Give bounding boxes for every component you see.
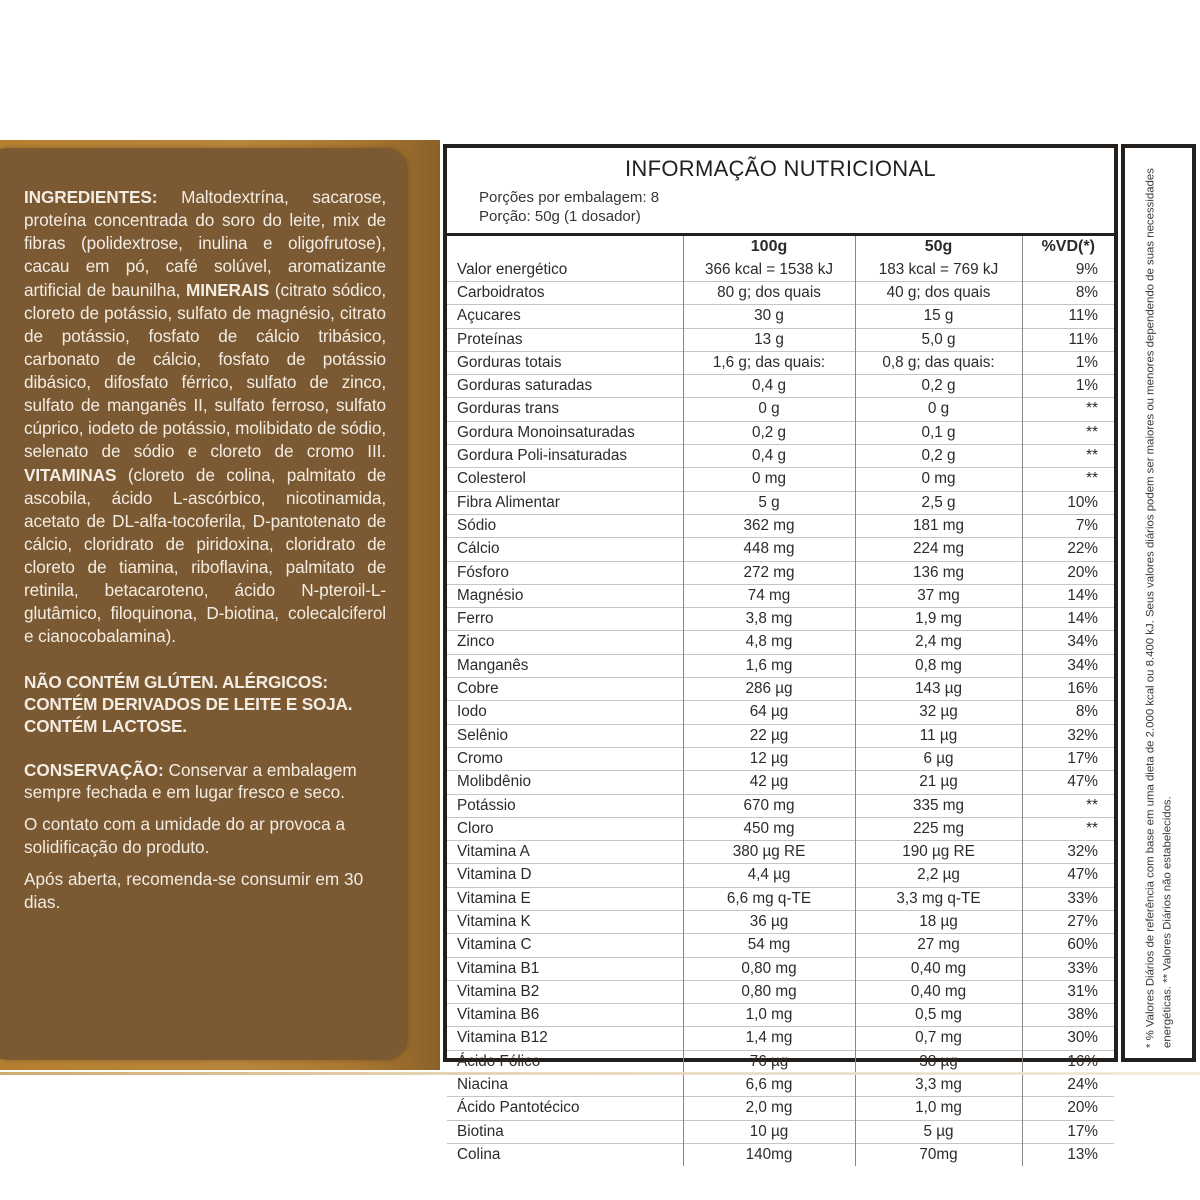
nutrient-name: Proteínas xyxy=(447,328,683,351)
nutrient-name: Magnésio xyxy=(447,584,683,607)
value-per-50g: 0,7 mg xyxy=(855,1027,1022,1050)
serving-size: Porção: 50g (1 dosador) xyxy=(479,208,641,226)
nutrient-name: Manganês xyxy=(447,654,683,677)
value-per-100g: 10 µg xyxy=(683,1120,855,1143)
table-row xyxy=(447,445,1114,468)
value-per-50g: 15 g xyxy=(855,305,1022,328)
value-daily-percent: ** xyxy=(1022,817,1114,840)
nutrient-name: Iodo xyxy=(447,701,683,724)
nutrient-name: Gorduras trans xyxy=(447,398,683,421)
value-daily-percent: 16% xyxy=(1022,1050,1114,1073)
value-per-50g: 6 µg xyxy=(855,747,1022,770)
ingredients-heading: INGREDIENTES: xyxy=(24,187,158,207)
spacer xyxy=(24,737,386,759)
nutrient-name: Niacina xyxy=(447,1074,683,1097)
value-daily-percent: 8% xyxy=(1022,281,1114,304)
value-per-100g: 380 µg RE xyxy=(683,841,855,864)
nutrient-name: Gorduras saturadas xyxy=(447,375,683,398)
minerals-heading: MINERAIS xyxy=(185,279,270,300)
daily-values-footnote: * % Valores Diários de referência com base em uma dieta de 2.000 kcal ou 8.400 kJ. Seus valores diários podem ser maiores ou menores dependendo de suas necessidades energéticas. ** Valores Diários não estabelecidos. xyxy=(1143,168,1173,1048)
value-per-50g: 2,5 g xyxy=(855,491,1022,514)
nutrient-name: Biotina xyxy=(447,1120,683,1143)
table-row xyxy=(447,1074,1114,1097)
value-per-100g: 1,6 g; das quais: xyxy=(683,351,855,374)
value-per-100g: 670 mg xyxy=(683,794,855,817)
value-per-50g: 3,3 mg q-TE xyxy=(855,887,1022,910)
nutrient-name: Cobre xyxy=(447,678,683,701)
value-daily-percent: 1% xyxy=(1022,351,1114,374)
table-row xyxy=(447,794,1114,817)
value-daily-percent: 11% xyxy=(1022,328,1114,351)
nutrition-title: INFORMAÇÃO NUTRICIONAL xyxy=(625,156,936,181)
value-per-100g: 6,6 mg q-TE xyxy=(683,887,855,910)
value-per-100g: 450 mg xyxy=(683,817,855,840)
nutrient-name: Colina xyxy=(447,1143,683,1166)
nutrient-name: Sódio xyxy=(447,514,683,537)
value-per-100g: 0,4 g xyxy=(683,375,855,398)
value-daily-percent: 32% xyxy=(1022,841,1114,864)
value-per-50g: 0,5 mg xyxy=(855,1004,1022,1027)
value-per-100g: 22 µg xyxy=(683,724,855,747)
value-per-50g: 5 µg xyxy=(855,1120,1022,1143)
value-per-100g: 4,8 mg xyxy=(683,631,855,654)
value-per-50g: 0,40 mg xyxy=(855,957,1022,980)
allergen-notice xyxy=(24,671,386,737)
table-row xyxy=(447,724,1114,747)
value-per-50g: 3,3 mg xyxy=(855,1074,1022,1097)
table-row xyxy=(447,910,1114,933)
value-per-100g: 5 g xyxy=(683,491,855,514)
value-daily-percent: 10% xyxy=(1022,491,1114,514)
value-per-100g: 36 µg xyxy=(683,910,855,933)
value-daily-percent: 34% xyxy=(1022,631,1114,654)
value-per-50g: 0,8 mg xyxy=(855,654,1022,677)
allergen-line-1: NÃO CONTÉM GLÚTEN. ALÉRGICOS: xyxy=(24,671,328,692)
table-row xyxy=(447,957,1114,980)
table-row xyxy=(447,980,1114,1003)
table-row xyxy=(447,514,1114,537)
value-per-100g: 362 mg xyxy=(683,514,855,537)
nutrient-name: Cálcio xyxy=(447,538,683,561)
value-per-100g: 0,2 g xyxy=(683,421,855,444)
nutrient-name: Colesterol xyxy=(447,468,683,491)
value-per-50g: 11 µg xyxy=(855,724,1022,747)
table-header-row xyxy=(447,236,1114,258)
nutrition-table-head xyxy=(447,236,1114,258)
nutrient-name: Potássio xyxy=(447,794,683,817)
value-per-100g: 1,0 mg xyxy=(683,1004,855,1027)
value-per-100g: 0,80 mg xyxy=(683,957,855,980)
value-daily-percent: 8% xyxy=(1022,701,1114,724)
col-header-100g: 100g xyxy=(683,236,855,258)
value-per-100g: 0 mg xyxy=(683,468,855,491)
value-daily-percent: 11% xyxy=(1022,305,1114,328)
value-daily-percent: 9% xyxy=(1022,259,1114,282)
allergen-line-3: CONTÉM LACTOSE. xyxy=(24,715,187,736)
table-row xyxy=(447,421,1114,444)
value-per-100g: 272 mg xyxy=(683,561,855,584)
ingredients-panel xyxy=(0,148,406,1060)
nutrient-name: Ferro xyxy=(447,608,683,631)
value-per-50g: 0 mg xyxy=(855,468,1022,491)
nutrition-table xyxy=(447,236,1114,1166)
value-daily-percent: 30% xyxy=(1022,1027,1114,1050)
value-per-100g: 12 µg xyxy=(683,747,855,770)
value-per-50g: 18 µg xyxy=(855,910,1022,933)
value-per-100g: 2,0 mg xyxy=(683,1097,855,1120)
value-per-100g: 0,80 mg xyxy=(683,980,855,1003)
value-daily-percent: 17% xyxy=(1022,1120,1114,1143)
nutrition-label xyxy=(0,140,1200,1163)
table-row xyxy=(447,887,1114,910)
nutrient-name: Carboidratos xyxy=(447,281,683,304)
value-per-100g: 80 g; dos quais xyxy=(683,281,855,304)
nutrient-name: Vitamina A xyxy=(447,841,683,864)
table-row xyxy=(447,771,1114,794)
nutrient-name: Selênio xyxy=(447,724,683,747)
spacer xyxy=(24,649,386,671)
value-per-50g: 225 mg xyxy=(855,817,1022,840)
nutrient-name: Vitamina D xyxy=(447,864,683,887)
nutrient-name: Vitamina B12 xyxy=(447,1027,683,1050)
footnote-column xyxy=(1121,144,1196,1062)
value-daily-percent: 22% xyxy=(1022,538,1114,561)
table-row xyxy=(447,1120,1114,1143)
table-row xyxy=(447,608,1114,631)
value-per-50g: 5,0 g xyxy=(855,328,1022,351)
value-per-100g: 54 mg xyxy=(683,934,855,957)
nutrient-name: Ácido Fólico xyxy=(447,1050,683,1073)
nutrient-name: Gordura Poli-insaturadas xyxy=(447,445,683,468)
table-row xyxy=(447,1004,1114,1027)
table-row xyxy=(447,584,1114,607)
table-row xyxy=(447,678,1114,701)
value-per-50g: 0,8 g; das quais: xyxy=(855,351,1022,374)
col-header-nutrient xyxy=(447,236,683,258)
nutrient-name: Vitamina C xyxy=(447,934,683,957)
value-per-50g: 1,9 mg xyxy=(855,608,1022,631)
value-per-50g: 0,2 g xyxy=(855,375,1022,398)
table-row xyxy=(447,631,1114,654)
table-row xyxy=(447,1143,1114,1166)
value-daily-percent: 47% xyxy=(1022,864,1114,887)
value-per-100g: 64 µg xyxy=(683,701,855,724)
value-daily-percent: 13% xyxy=(1022,1143,1114,1166)
ingredients-panel-background xyxy=(0,140,440,1070)
table-row xyxy=(447,259,1114,282)
value-per-50g: 0,1 g xyxy=(855,421,1022,444)
nutrient-name: Valor energético xyxy=(457,260,568,278)
value-per-100g: 4,4 µg xyxy=(683,864,855,887)
value-per-100g: 6,6 mg xyxy=(683,1074,855,1097)
value-daily-percent: 14% xyxy=(1022,584,1114,607)
ingredients-body-1: Maltodextrína, sacarose, proteína concentrada do soro do leite, mix de fibras (polidextrose, inulina e oligofrutose), cacau em pó, café solúvel, aromatizante artificial de baunilha, xyxy=(24,187,386,300)
value-daily-percent: ** xyxy=(1022,421,1114,444)
nutrient-name: Vitamina B2 xyxy=(447,980,683,1003)
table-row xyxy=(447,281,1114,304)
nutrient-name: Fósforo xyxy=(447,561,683,584)
value-per-100g: 0,4 g xyxy=(683,445,855,468)
value-daily-percent: ** xyxy=(1022,468,1114,491)
value-daily-percent: 1% xyxy=(1022,375,1114,398)
value-daily-percent: 47% xyxy=(1022,771,1114,794)
value-per-100g: 42 µg xyxy=(683,771,855,794)
table-row xyxy=(447,934,1114,957)
ingredients-body-3: (cloreto de colina, palmitato de ascobila, ácido L-ascórbico, nicotinamida, acetato de DL-alfa-tocoferila, D-pantotenato de cálcio, cloridrato de piridoxina, cloridrato de cloreto de tiamina, riboflavina, palmitato de retinila, betacaroteno, ácido N-pteroil-L-glutâmico, filoquinona, D-biotina, colecalciferol e cianocobalamina). xyxy=(24,464,386,647)
value-per-100g: 366 kcal = 1538 kJ xyxy=(683,259,855,282)
nutrient-name: Cromo xyxy=(447,747,683,770)
table-row xyxy=(447,351,1114,374)
value-per-50g: 1,0 mg xyxy=(855,1097,1022,1120)
value-per-50g: 27 mg xyxy=(855,934,1022,957)
table-row xyxy=(447,864,1114,887)
value-per-100g: 0 g xyxy=(683,398,855,421)
value-per-100g: 1,4 mg xyxy=(683,1027,855,1050)
value-daily-percent: 7% xyxy=(1022,514,1114,537)
col-header-50g: 50g xyxy=(855,236,1022,258)
value-daily-percent: 60% xyxy=(1022,934,1114,957)
table-row xyxy=(447,538,1114,561)
table-row xyxy=(447,747,1114,770)
value-per-50g: 181 mg xyxy=(855,514,1022,537)
value-daily-percent: 31% xyxy=(1022,980,1114,1003)
value-daily-percent: 27% xyxy=(1022,910,1114,933)
table-row xyxy=(447,1097,1114,1120)
value-daily-percent: 20% xyxy=(1022,561,1114,584)
value-per-50g: 136 mg xyxy=(855,561,1022,584)
table-row xyxy=(447,561,1114,584)
table-row xyxy=(447,1050,1114,1073)
value-per-100g: 286 µg xyxy=(683,678,855,701)
value-daily-percent: ** xyxy=(1022,445,1114,468)
servings-per-package: Porções por embalagem: 8 xyxy=(479,189,660,206)
table-row xyxy=(447,817,1114,840)
conservation-line-3: Após aberta, recomenda-se consumir em 30 dias. xyxy=(24,869,364,912)
value-per-50g: 335 mg xyxy=(855,794,1022,817)
value-per-50g: 37 mg xyxy=(855,584,1022,607)
table-row xyxy=(447,305,1114,328)
value-daily-percent: 20% xyxy=(1022,1097,1114,1120)
value-daily-percent: ** xyxy=(1022,794,1114,817)
value-per-50g: 2,4 mg xyxy=(855,631,1022,654)
value-per-50g: 0,40 mg xyxy=(855,980,1022,1003)
table-row xyxy=(447,654,1114,677)
nutrient-name: Vitamina B1 xyxy=(447,957,683,980)
value-per-50g: 38 µg xyxy=(855,1050,1022,1073)
value-per-100g: 74 mg xyxy=(683,584,855,607)
nutrient-name: Fibra Alimentar xyxy=(447,491,683,514)
value-per-50g: 32 µg xyxy=(855,701,1022,724)
nutrition-table-body xyxy=(447,259,1114,1167)
value-per-100g: 30 g xyxy=(683,305,855,328)
nutrient-name: Molibdênio xyxy=(447,771,683,794)
table-row xyxy=(447,468,1114,491)
value-per-50g: 0 g xyxy=(855,398,1022,421)
table-row xyxy=(447,328,1114,351)
value-daily-percent: 14% xyxy=(1022,608,1114,631)
table-row xyxy=(447,1027,1114,1050)
nutrition-table-header xyxy=(447,148,1114,236)
value-daily-percent: 16% xyxy=(1022,678,1114,701)
value-per-50g: 0,2 g xyxy=(855,445,1022,468)
value-per-50g: 183 kcal = 769 kJ xyxy=(855,259,1022,282)
nutrition-table-panel xyxy=(443,144,1118,1163)
value-daily-percent: ** xyxy=(1022,398,1114,421)
nutrient-name: Açucares xyxy=(447,305,683,328)
nutrient-name: Vitamina K xyxy=(447,910,683,933)
allergen-line-2: CONTÉM DERIVADOS DE LEITE E SOJA. xyxy=(24,693,353,714)
conservation-heading: CONSERVAÇÃO: xyxy=(24,759,164,780)
conservation-line-1 xyxy=(24,759,386,805)
conservation-text-1: Conservar a embalagem sempre fechada e em lugar fresco e seco. xyxy=(24,759,357,803)
value-daily-percent: 33% xyxy=(1022,887,1114,910)
value-per-50g: 2,2 µg xyxy=(855,864,1022,887)
ingredients-body-2: (citrato sódico, cloreto de potássio, sulfato de magnésio, citrato de potássio, fosfato de cálcio tribásico, carbonato de cálcio, fosfato de potássio dibásico, difosfato férrico, sulfato de zinco, sulfato de manganês II, sulfato ferroso, sulfato cúprico, iodeto de potássio, molibidato de sódio, selenato de sódio e cloreto de cromo III. xyxy=(24,279,386,462)
value-daily-percent: 34% xyxy=(1022,654,1114,677)
value-per-100g: 76 µg xyxy=(683,1050,855,1073)
table-row xyxy=(447,841,1114,864)
value-daily-percent: 24% xyxy=(1022,1074,1114,1097)
table-row xyxy=(447,398,1114,421)
value-per-50g: 190 µg RE xyxy=(855,841,1022,864)
conservation-block xyxy=(24,759,386,914)
table-row xyxy=(447,375,1114,398)
col-header-vd: %VD(*) xyxy=(1022,236,1114,258)
bottom-divider xyxy=(0,1072,1200,1075)
value-daily-percent: 17% xyxy=(1022,747,1114,770)
value-daily-percent: 32% xyxy=(1022,724,1114,747)
value-per-100g: 3,8 mg xyxy=(683,608,855,631)
ingredients-paragraph xyxy=(24,186,386,649)
ingredients-content xyxy=(24,186,386,923)
value-per-50g: 143 µg xyxy=(855,678,1022,701)
nutrient-name: Gorduras totais xyxy=(447,351,683,374)
value-daily-percent: 38% xyxy=(1022,1004,1114,1027)
nutrient-name: Zinco xyxy=(447,631,683,654)
value-per-100g: 140mg xyxy=(683,1143,855,1166)
value-per-100g: 1,6 mg xyxy=(683,654,855,677)
value-per-50g: 40 g; dos quais xyxy=(855,281,1022,304)
nutrient-name: Vitamina E xyxy=(447,887,683,910)
nutrient-name: Cloro xyxy=(447,817,683,840)
nutrient-name: Gordura Monoinsaturadas xyxy=(447,421,683,444)
table-row xyxy=(447,491,1114,514)
value-daily-percent: 33% xyxy=(1022,957,1114,980)
conservation-line-2: O contato com a umidade do ar provoca a solidificação do produto. xyxy=(24,814,346,858)
vitamins-heading: VITAMINAS xyxy=(24,464,117,485)
value-per-100g: 13 g xyxy=(683,328,855,351)
table-row xyxy=(447,701,1114,724)
value-per-50g: 70mg xyxy=(855,1143,1022,1166)
value-per-50g: 21 µg xyxy=(855,771,1022,794)
value-per-100g: 448 mg xyxy=(683,538,855,561)
nutrient-name: Vitamina B6 xyxy=(447,1004,683,1027)
nutrient-name: Ácido Pantotécico xyxy=(447,1097,683,1120)
value-per-50g: 224 mg xyxy=(855,538,1022,561)
